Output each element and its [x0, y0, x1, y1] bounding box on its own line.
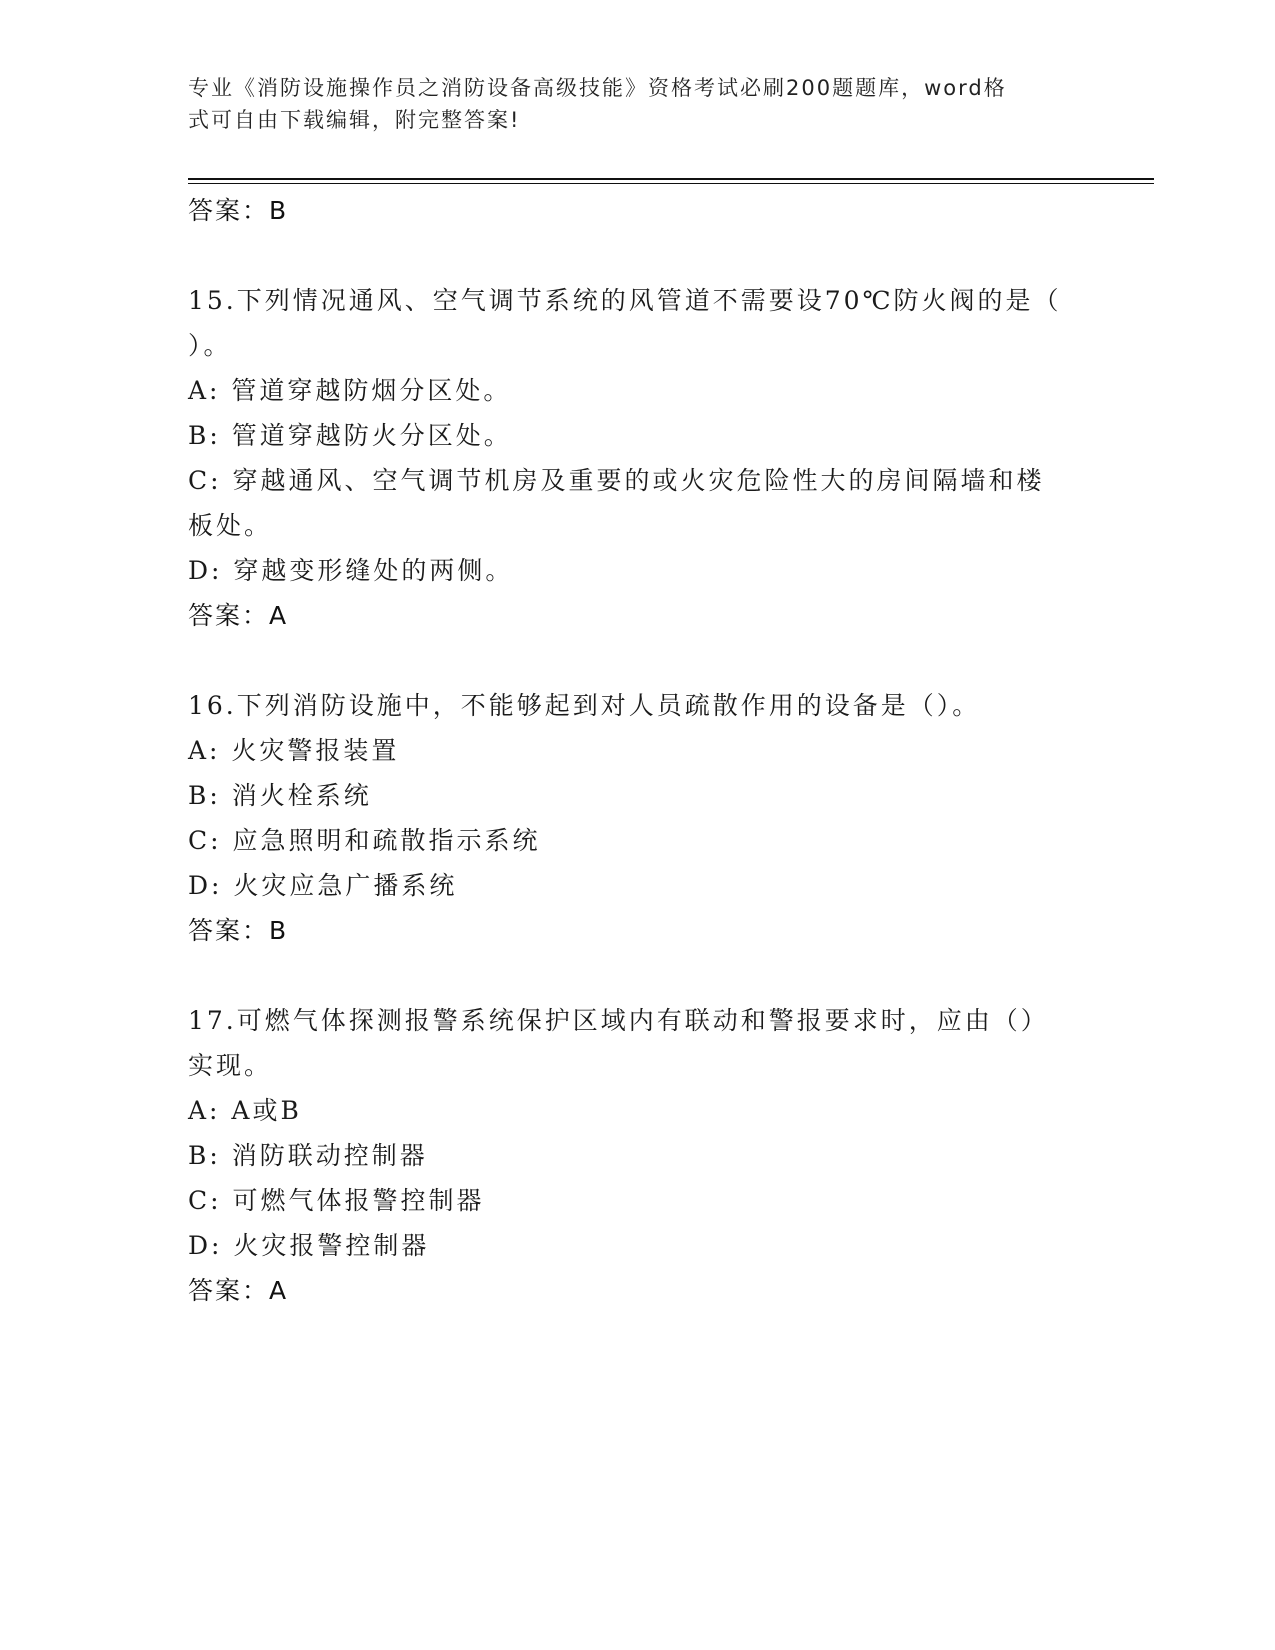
spacer — [188, 233, 1088, 278]
answer: 答案：A — [188, 601, 289, 630]
option-c: C: 可燃气体报警控制器 — [188, 1186, 485, 1215]
option-d: D: 穿越变形缝处的两侧。 — [188, 556, 514, 585]
question-stem-line: 15.下列情况通风、空气调节系统的风管道不需要设70℃防火阀的是（ — [188, 286, 1062, 315]
answer: 答案：B — [188, 916, 289, 945]
option-b: B: 消防联动控制器 — [188, 1141, 428, 1170]
header-divider-thick — [188, 178, 1154, 180]
header-divider-thin — [188, 183, 1154, 184]
question-stem-line: ）。 — [188, 331, 232, 360]
option-b: B: 管道穿越防火分区处。 — [188, 421, 512, 450]
option-c-continued: 板处。 — [188, 511, 273, 540]
header-line-1: 专业《消防设施操作员之消防设备高级技能》资格考试必刷200题题库，word格 — [188, 76, 1007, 100]
document-header — [188, 72, 1068, 136]
option-d: D: 火灾应急广播系统 — [188, 871, 458, 900]
question-stem-line: 16.下列消防设施中，不能够起到对人员疏散作用的设备是（）。 — [188, 691, 981, 720]
question-stem-line: 实现。 — [188, 1051, 273, 1080]
question-16 — [188, 683, 1088, 953]
question-content — [188, 188, 1088, 1313]
option-a: A: 管道穿越防烟分区处。 — [188, 376, 512, 405]
spacer — [188, 638, 1088, 683]
answer: 答案：A — [188, 1276, 289, 1305]
option-c: C: 应急照明和疏散指示系统 — [188, 826, 541, 855]
option-b: B: 消火栓系统 — [188, 781, 372, 810]
header-line-2: 式可自由下载编辑，附完整答案! — [188, 108, 521, 132]
spacer — [188, 953, 1088, 998]
question-stem-line: 17.可燃气体探测报警系统保护区域内有联动和警报要求时，应由（） — [188, 1006, 1049, 1035]
question-15 — [188, 278, 1088, 638]
question-17 — [188, 998, 1088, 1313]
option-a: A: A或B — [188, 1096, 302, 1125]
option-c: C: 穿越通风、空气调节机房及重要的或火灾危险性大的房间隔墙和楼 — [188, 466, 1045, 495]
option-a: A: 火灾警报装置 — [188, 736, 400, 765]
option-d: D: 火灾报警控制器 — [188, 1231, 430, 1260]
previous-answer: 答案：B — [188, 196, 289, 225]
